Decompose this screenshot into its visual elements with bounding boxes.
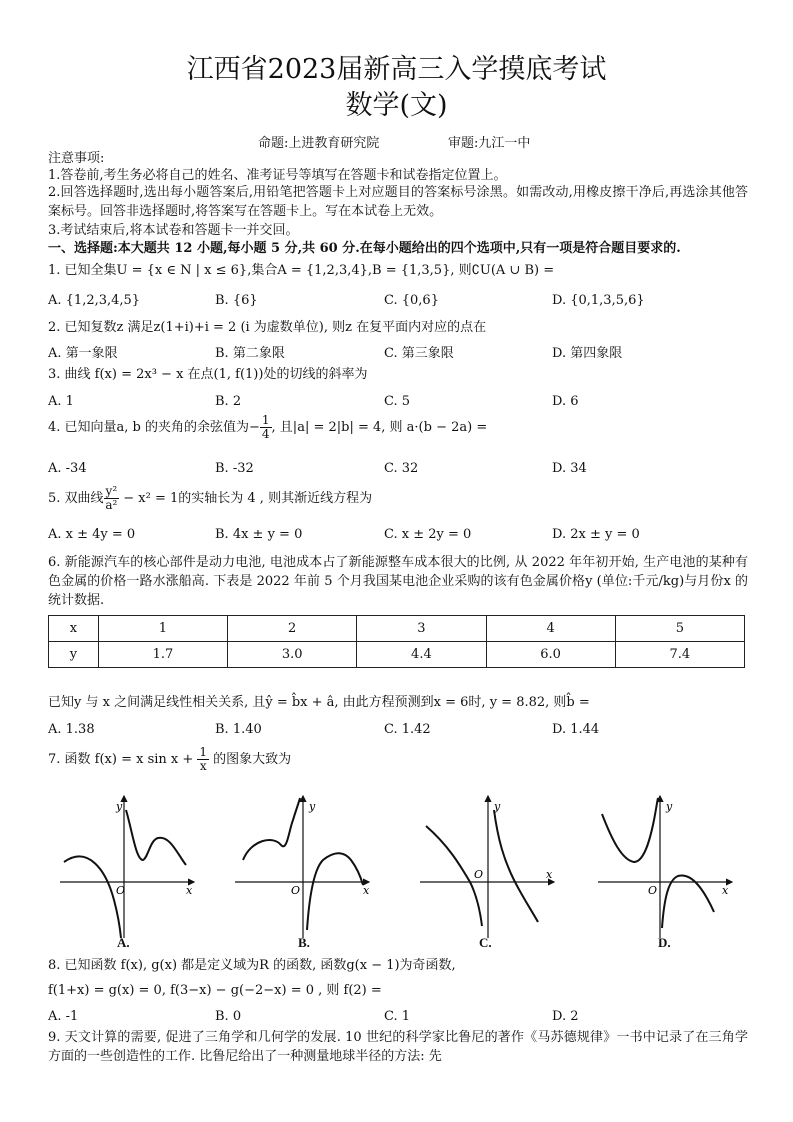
table-row-x <box>49 616 745 642</box>
table-cell: x <box>49 616 99 642</box>
q3-option-b: B. 2 <box>215 394 242 409</box>
q4-stem <box>48 414 487 442</box>
author-line: 命题:上进教育研究院 <box>258 136 380 151</box>
q5-frac-num: y² <box>105 484 118 498</box>
q7-graph-b <box>233 790 373 940</box>
notes-heading: 注意事项: <box>48 151 105 166</box>
q4-option-b: B. -32 <box>215 461 254 476</box>
q1-option-a: A. {1,2,3,4,5} <box>48 293 141 308</box>
q3-stem: 3. 曲线 f(x) = 2x³ − x 在点(1, f(1))处的切线的斜率为 <box>48 367 368 382</box>
q8-stem-1: 8. 已知函数 f(x), g(x) 都是定义域为R 的函数, 函数g(x − 1)为奇函数, <box>48 958 456 973</box>
q6-option-a: A. 1.38 <box>48 722 95 737</box>
q1-option-c: C. {0,6} <box>384 293 439 308</box>
exam-title: 江西省2023届新高三入学摸底考试 <box>186 54 607 85</box>
graph-a-x-label: x <box>186 884 193 897</box>
q6-data-table <box>48 615 745 668</box>
q5-option-a: A. x ± 4y = 0 <box>48 527 136 542</box>
q7-graph-a <box>58 790 198 940</box>
q5-option-d: D. 2x ± y = 0 <box>552 527 640 542</box>
q1-option-b: B. {6} <box>215 293 258 308</box>
q7-label-d: D. <box>658 935 671 950</box>
q4-option-a: A. -34 <box>48 461 87 476</box>
table-cell: y <box>49 642 99 668</box>
table-cell: 1 <box>98 616 227 642</box>
q7-frac-num: 1 <box>199 745 208 759</box>
q4-option-d: D. 34 <box>552 461 587 476</box>
note-item-2: 2.回答选择题时,选出每小题答案后,用铅笔把答题卡上对应题目的答案标号涂黑。如需改动,用橡皮擦干净后,再选涂其他答案标号。回答非选择题时,将答案写在答题卡上。写在本试卷上无效。 <box>48 185 748 219</box>
table-cell: 4.4 <box>357 642 486 668</box>
table-cell: 4 <box>486 616 615 642</box>
table-cell: 1.7 <box>98 642 227 668</box>
note-item-1: 1.答卷前,考生务必将自己的姓名、准考证号等填写在答题卡和试卷指定位置上。 <box>48 168 507 183</box>
q5-option-c: C. x ± 2y = 0 <box>384 527 472 542</box>
q2-option-a: A. 第一象限 <box>48 346 118 361</box>
q5-stem <box>48 484 372 514</box>
q7-frac-den: x <box>199 759 207 773</box>
graph-c-x-label: x <box>546 868 553 881</box>
q8-option-d: D. 2 <box>552 1009 579 1024</box>
q9-stem: 9. 天文计算的需要, 促进了三角学和几何学的发展. 10 世纪的科学家比鲁尼的著作《马苏德规律》一书中记录了在三角学方面的一些创造性的工作. 比鲁尼给出了一种测量地球半径的方法: 先 <box>48 1030 748 1064</box>
q6-follow: 已知y 与 x 之间满足线性相关关系, 且ŷ = b̂x + â, 由此方程预测到x = 6时, y = 8.82, 则b̂ = <box>48 695 590 710</box>
q5-stem-part1: 5. 双曲线 <box>48 491 104 506</box>
q2-option-d: D. 第四象限 <box>552 346 623 361</box>
graph-a-y-label: y <box>116 800 123 813</box>
q3-option-a: A. 1 <box>48 394 74 409</box>
table-cell: 3 <box>357 616 486 642</box>
q5-fraction <box>104 485 120 512</box>
q5-option-b: B. 4x ± y = 0 <box>215 527 303 542</box>
q3-option-c: C. 5 <box>384 394 411 409</box>
q5-frac-den: a² <box>105 498 118 512</box>
q3-option-d: D. 6 <box>552 394 579 409</box>
table-cell: 5 <box>615 616 744 642</box>
graph-d-x-label: x <box>722 884 729 897</box>
q1-option-d: D. {0,1,3,5,6} <box>552 293 645 308</box>
graph-b-origin-label: O <box>291 884 301 897</box>
q4-stem-part1: 4. 已知向量a, b 的夹角的余弦值为− <box>48 420 260 435</box>
graph-b-x-label: x <box>363 884 370 897</box>
q7-graph-c <box>418 790 558 940</box>
q5-stem-part2: − x² = 1的实轴长为 4 , 则其渐近线方程为 <box>119 491 373 506</box>
q6-option-d: D. 1.44 <box>552 722 600 737</box>
q8-stem-2: f(1+x) = g(x) = 0, f(3−x) − g(−2−x) = 0 , 则 f(2) = <box>48 983 382 998</box>
q7-label-a: A. <box>117 935 130 950</box>
q6-option-c: C. 1.42 <box>384 722 431 737</box>
q7-stem <box>48 745 291 775</box>
q7-stem-part1: 7. 函数 f(x) = x sin x + <box>48 752 198 767</box>
q7-graph-d <box>596 790 736 940</box>
table-cell: 7.4 <box>615 642 744 668</box>
q4-fraction <box>260 414 272 441</box>
reviewer-line: 审题:九江一中 <box>448 136 531 151</box>
q6-option-b: B. 1.40 <box>215 722 262 737</box>
graph-d-y-label: y <box>666 800 673 813</box>
table-cell: 3.0 <box>228 642 357 668</box>
q4-frac-den: 4 <box>261 427 270 441</box>
q2-option-b: B. 第二象限 <box>215 346 285 361</box>
q2-stem: 2. 已知复数z 满足z(1+i)+i = 2 (i 为虚数单位), 则z 在复平面内对应的点在 <box>48 320 487 335</box>
q8-option-a: A. -1 <box>48 1009 79 1024</box>
q4-stem-part2: , 且|a| = 2|b| = 4, 则 a·(b − 2a) = <box>271 420 488 435</box>
graph-c-y-label: y <box>494 800 501 813</box>
table-cell: 6.0 <box>486 642 615 668</box>
graph-b-y-label: y <box>309 800 316 813</box>
q1-stem: 1. 已知全集U = {x ∈ N | x ≤ 6},集合A = {1,2,3,4},B = {1,3,5}, 则∁U(A ∪ B) = <box>48 263 555 278</box>
note-item-3: 3.考试结束后,将本试卷和答题卡一并交回。 <box>48 223 299 238</box>
q7-stem-part2: 的图象大致为 <box>209 752 292 767</box>
table-row-y <box>49 642 745 668</box>
section-heading: 一、选择题:本大题共 12 小题,每小题 5 分,共 60 分.在每小题给出的四个选项中,只有一项是符合题目要求的. <box>48 241 681 256</box>
q2-option-c: C. 第三象限 <box>384 346 454 361</box>
graph-c-origin-label: O <box>474 868 484 881</box>
q7-label-c: C. <box>479 935 492 950</box>
q4-frac-num: 1 <box>261 413 270 427</box>
q6-stem: 6. 新能源汽车的核心部件是动力电池, 电池成本占了新能源整车成本很大的比例, 从 2022 年年初开始, 生产电池的某种有色金属的价格一路水涨船高. 下表是 2022 年前 5 个月我国某电池企业采购的该有色金属价格y (单位:千元/kg)与月份x 的统计数据. <box>48 555 748 608</box>
exam-subtitle: 数学(文) <box>345 90 448 121</box>
q8-option-c: C. 1 <box>384 1009 411 1024</box>
table-cell: 2 <box>228 616 357 642</box>
q4-option-c: C. 32 <box>384 461 419 476</box>
graph-d-origin-label: O <box>648 884 658 897</box>
q8-option-b: B. 0 <box>215 1009 242 1024</box>
q7-fraction <box>197 746 209 773</box>
q7-label-b: B. <box>298 935 310 950</box>
graph-a-origin-label: O <box>116 884 126 897</box>
